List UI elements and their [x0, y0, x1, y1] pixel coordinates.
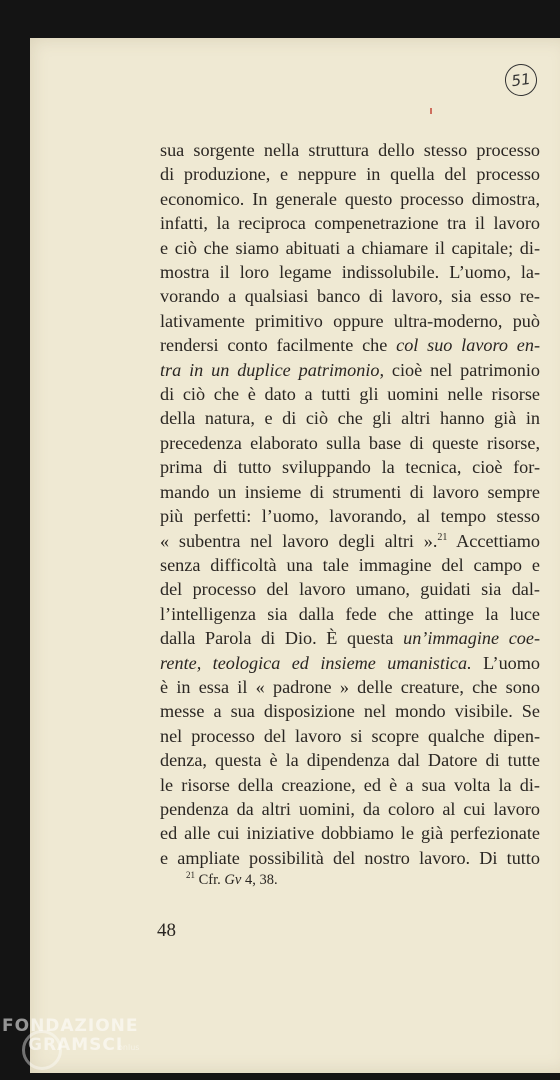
italic-phrase: tra in un duplice patrimonio,	[160, 359, 385, 380]
text-line: di produzione, e neppure in quella del processo	[160, 164, 540, 185]
text-line: e ampliate possibilità del nostro lavoro. Di tutto	[160, 847, 540, 868]
text-line: nel processo del lavoro si scopre qualche dipen-	[160, 725, 540, 746]
annotation-text: 51	[510, 69, 532, 91]
italic-phrase: un’immagine coe-	[403, 628, 541, 649]
text-line: è in essa il « padrone » delle creature, che sono	[160, 676, 540, 697]
text-segment: rendersi conto facilmente che	[160, 335, 388, 356]
text-line: precedenza elaborato sulla base di queste risorse,	[160, 432, 540, 453]
footnote-prefix: Cfr.	[198, 872, 221, 888]
footnote-marker: 21	[437, 531, 448, 543]
text-line: l’intelligenza sia dalla fede che attinge la luce	[160, 603, 540, 624]
text-line: senza difficoltà una tale immagine del campo e	[160, 554, 540, 575]
text-line	[160, 626, 540, 650]
text-line: mostra il loro legame indissolubile. L’uomo, la-	[160, 262, 540, 283]
italic-phrase: col suo lavoro en-	[396, 335, 540, 356]
text-line	[160, 651, 540, 675]
text-line: sua sorgente nella struttura dello stesso processo	[160, 140, 540, 160]
ink-speck	[430, 108, 432, 114]
text-line: prima di tutto sviluppando la tecnica, cioè for-	[160, 457, 540, 478]
text-segment: Accettiamo	[456, 530, 540, 551]
text-line: lativamente primitivo oppure ultra-moderno, può	[160, 310, 540, 331]
footnote-number: 21	[186, 870, 195, 881]
text-line: infatti, la reciproca compenetrazione tra il lavoro	[160, 213, 540, 234]
text-line: del processo del lavoro umano, guidati sia dal-	[160, 579, 540, 600]
text-line: e ciò che siamo abituati a chiamare il capitale; di-	[160, 237, 540, 258]
text-segment: L’uomo	[483, 652, 541, 673]
text-line: denza, questa è la dipendenza dal Datore di tutte	[160, 750, 540, 771]
text-line: vorando a qualsiasi banco di lavoro, sia esso re-	[160, 286, 540, 307]
body-text	[160, 138, 540, 870]
text-line: le risorse della creazione, ed è a sua volta la di-	[160, 774, 540, 795]
text-line	[160, 333, 540, 357]
text-line: più perfetti: l’uomo, lavorando, al tempo stesso	[160, 506, 540, 527]
text-line: messe a sua disposizione nel mondo visibile. Se	[160, 701, 540, 722]
footnote-source: Gv	[224, 872, 242, 888]
italic-phrase: rente, teologica ed insieme umanistica.	[160, 652, 472, 673]
text-line	[160, 529, 540, 553]
text-segment: cioè nel patrimonio	[391, 359, 540, 380]
watermark-line1: FONDAZIONE	[2, 1016, 139, 1036]
text-segment: dalla Parola di Dio. È questa	[160, 628, 394, 649]
watermark-small: onlus	[118, 1043, 140, 1052]
footnote-ref: 4, 38.	[244, 872, 278, 888]
text-line: di ciò che è dato a tutti gli uomini nelle risorse	[160, 384, 540, 405]
text-line: economico. In generale questo processo dimostra,	[160, 188, 540, 209]
watermark-line2: GRAMSCI	[28, 1035, 124, 1055]
text-line	[160, 358, 540, 382]
footnote	[186, 872, 278, 889]
text-line: ed alle cui iniziative dobbiamo le già perfezionate	[160, 823, 540, 844]
page-number: 48	[157, 920, 176, 941]
text-segment: « subentra nel lavoro degli altri ».	[160, 530, 438, 551]
text-line: pendenza da altri uomini, da coloro al cui lavoro	[160, 798, 540, 819]
text-line: mando un insieme di strumenti di lavoro sempre	[160, 481, 540, 502]
text-line: della natura, e di ciò che gli altri hanno già in	[160, 408, 540, 429]
